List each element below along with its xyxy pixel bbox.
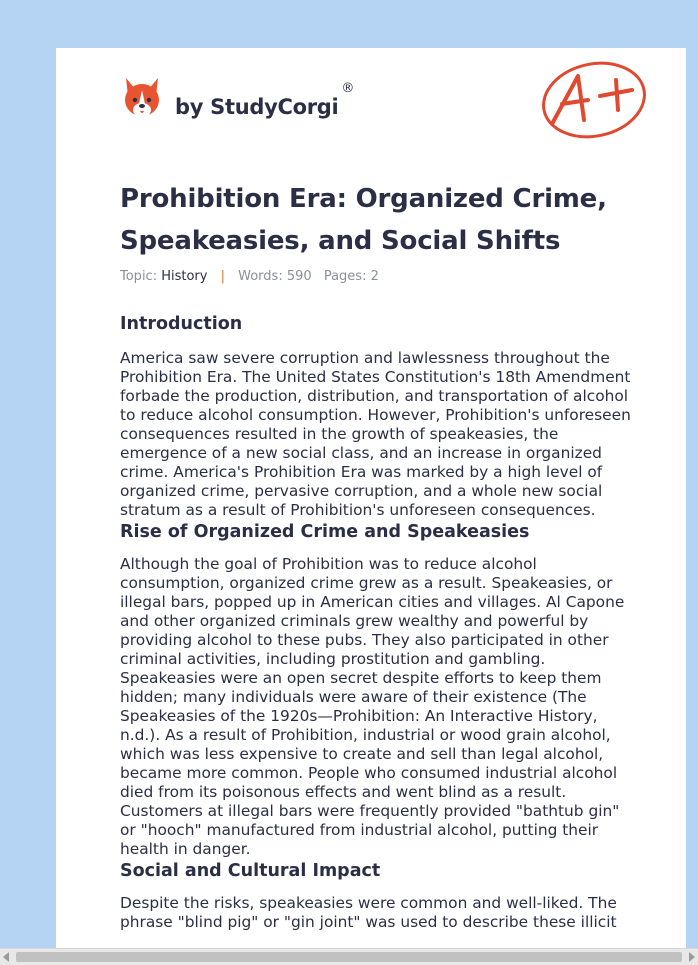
- studycorgi-logo[interactable]: [122, 76, 354, 120]
- essay-meta: [120, 269, 379, 284]
- corgi-icon: [122, 76, 162, 120]
- essay-title: Prohibition Era: Organized Crime, Speakeasies, and Social Shifts: [120, 184, 607, 256]
- topic-link[interactable]: History: [161, 269, 208, 284]
- brand-name: by StudyCorgi: [175, 95, 339, 119]
- section-body-introduction: America saw severe corruption and lawlessness throughout the Prohibition Era. The United States Constitution's 18th Amendment forbade the production, distribution, and transportation of alcohol to reduce alcohol consumption. However, Prohibition's unforeseen consequences resulted in the growth of speakeasies, the emergence of a new social class, and an increase in organized crime. America's Prohibition Era was marked by a high level of organized crime, pervasive corruption, and a whole new social stratum as a result of Prohibition's unforeseen consequences.: [120, 349, 631, 519]
- pages-label: Pages:: [323, 269, 367, 284]
- horizontal-scrollbar[interactable]: [0, 948, 698, 965]
- words-value: 590: [286, 269, 312, 284]
- essay-body: [120, 312, 632, 932]
- meta-separator: |: [220, 269, 225, 284]
- a-plus-grade-badge: [538, 58, 650, 140]
- section-heading-social-and-cultural-impact: Social and Cultural Impact: [120, 861, 381, 881]
- scrollbar-thumb[interactable]: [16, 952, 682, 962]
- words-label: Words:: [238, 269, 283, 284]
- scroll-left-arrow-icon[interactable]: [3, 952, 9, 962]
- pages-value: 2: [370, 269, 379, 284]
- section-heading-introduction: Introduction: [120, 314, 243, 334]
- topic-label: Topic:: [120, 269, 158, 284]
- scroll-right-arrow-icon[interactable]: [689, 952, 695, 962]
- essay-page: [56, 48, 686, 964]
- section-body-social-and-cultural-impact: Despite the risks, speakeasies were common and well-liked. The phrase "blind pig" or "gin joint" was used to describe these illicit: [120, 894, 617, 931]
- registered-mark: ®: [341, 80, 355, 96]
- section-heading-rise-of-organized-crime: Rise of Organized Crime and Speakeasies: [120, 522, 530, 542]
- section-body-rise-of-organized-crime: Although the goal of Prohibition was to reduce alcohol consumption, organized crime grew as a result. Speakeasies, or illegal bars, popped up in American cities and villages. Al Capone and other organized criminals grew wealthy and powerful by providing alcohol to these pubs. They also participated in other criminal activities, including prostitution and gambling. Speakeasies were an open secret despite efforts to keep them hidden; many individuals were aware of their existence (The Speakeasies of the 1920s—Prohibition: An Interactive History, n.d.). As a result of Prohibition, industrial or wood grain alcohol, which was less expensive to create and sell than legal alcohol, became more common. People who consumed industrial alcohol died from its poisonous effects and went blind as a result. Customers at illegal bars were frequently provided "bathtub gin" or "hooch" manufactured from industrial alcohol, putting their health in danger.: [120, 555, 625, 858]
